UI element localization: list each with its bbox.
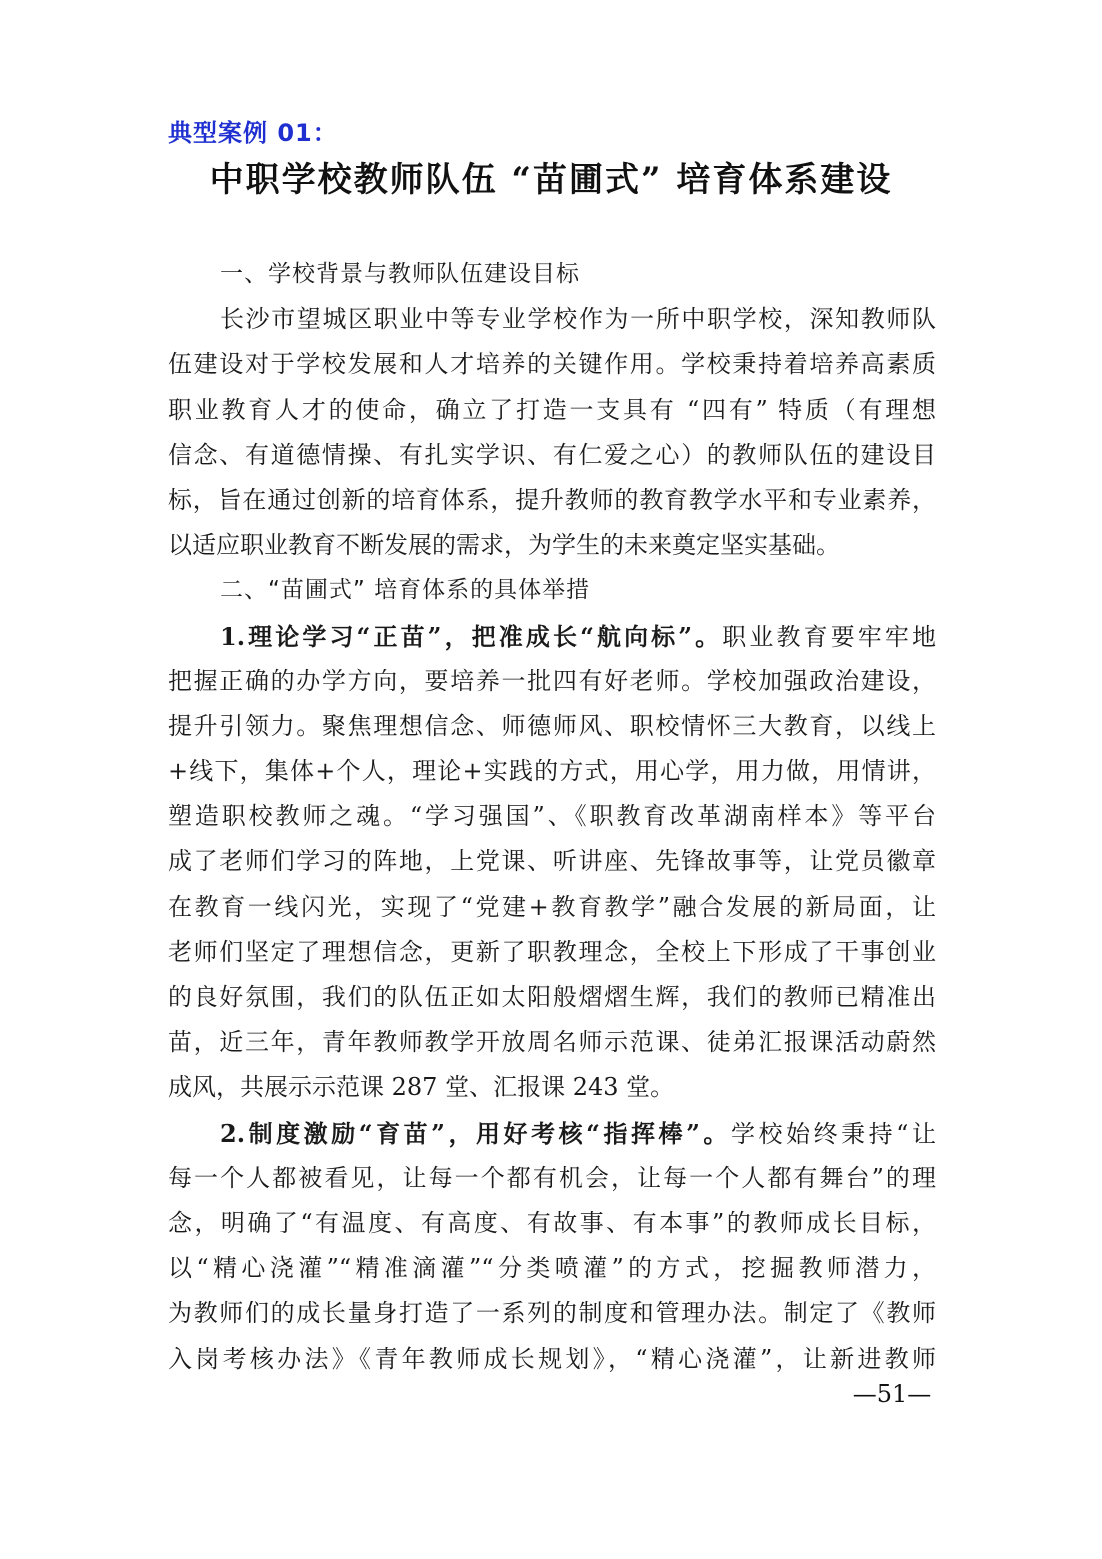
paragraph-line: 成了老师们学习的阵地，上党课、听讲座、先锋故事等，让党员徽章 bbox=[168, 847, 936, 876]
document-body bbox=[168, 252, 936, 1382]
section-heading-1: 一、学校背景与教师队伍建设目标 bbox=[220, 261, 580, 287]
paragraph-line: 为教师们的成长量身打造了一系列的制度和管理办法。制定了《教师 bbox=[168, 1299, 936, 1328]
document-title: 中职学校教师队伍 “苗圃式” 培育体系建设 bbox=[209, 160, 893, 200]
paragraph-line: 入岗考核办法》《青年教师成长规划》，“精心浇灌”，让新进教师 bbox=[168, 1344, 936, 1373]
paragraph-line: 每一个人都被看见，让每一个都有机会，让每一个人都有舞台”的理 bbox=[168, 1163, 936, 1192]
paragraph-line bbox=[168, 1111, 936, 1156]
paragraph-line: 塑造职校教师之魂。“学习强国”、《职教育改革湖南样本》等平台 bbox=[168, 802, 936, 831]
paragraph-line: 提升引领力。聚焦理想信念、师德师风、职校情怀三大教育，以线上 bbox=[168, 711, 936, 740]
paragraph-lead-bold: 1.理论学习“正苗”，把准成长“航向标”。 bbox=[220, 621, 723, 651]
paragraph-line: 长沙市望城区职业中等专业学校作为一所中职学校，深知教师队 bbox=[220, 305, 936, 334]
page-number: —51— bbox=[852, 1380, 932, 1408]
paragraph-line: +线下，集体+个人，理论+实践的方式，用心学，用力做，用情讲， bbox=[168, 757, 936, 786]
paragraph-line: 的良好氛围，我们的队伍正如太阳般熠熠生辉，我们的教师已精准出 bbox=[168, 983, 936, 1011]
paragraph-line: 伍建设对于学校发展和人才培养的关键作用。学校秉持着培养高素质 bbox=[168, 350, 936, 379]
paragraph-lead-rest: 职业教育要牢牢地 bbox=[722, 622, 936, 651]
paragraph-line: 以“精心浇灌”“精准滴灌”“分类喷灌”的方式，挖掘教师潜力， bbox=[168, 1254, 936, 1283]
paragraph-line: 老师们坚定了理想信念，更新了职教理念，全校上下形成了干事创业 bbox=[168, 937, 936, 966]
paragraph-line: 苗，近三年，青年教师教学开放周名师示范课、徒弟汇报课活动蔚然 bbox=[168, 1028, 936, 1057]
paragraph-lead-bold: 2.制度激励“育苗”，用好考核“指挥棒”。 bbox=[220, 1118, 731, 1148]
case-label: 典型案例 01： bbox=[168, 119, 338, 147]
paragraph-line bbox=[168, 614, 936, 659]
paragraph-line: 职业教育人才的使命，确立了打造一支具有 “四有” 特质（有理想 bbox=[168, 395, 936, 424]
paragraph-line: 念，明确了“有温度、有高度、有故事、有本事”的教师成长目标， bbox=[168, 1208, 936, 1237]
paragraph-line: 在教育一线闪光，实现了“党建+教育教学”融合发展的新局面，让 bbox=[168, 892, 936, 921]
paragraph-line: 标，旨在通过创新的培育体系，提升教师的教育教学水平和专业素养， bbox=[168, 485, 936, 514]
paragraph-line: 信念、有道德情操、有扎实学识、有仁爱之心）的教师队伍的建设目 bbox=[168, 440, 936, 469]
paragraph-line: 把握正确的办学方向，要培养一批四有好老师。学校加强政治建设， bbox=[168, 666, 936, 695]
paragraph-line: 成风，共展示示范课 287 堂、汇报课 243 堂。 bbox=[168, 1073, 675, 1102]
paragraph-lead-rest: 学校始终秉持“让 bbox=[730, 1119, 936, 1148]
section-heading-2: 二、“苗圃式” 培育体系的具体举措 bbox=[220, 577, 591, 604]
paragraph-line: 以适应职业教育不断发展的需求，为学生的未来奠定坚实基础。 bbox=[168, 531, 840, 560]
